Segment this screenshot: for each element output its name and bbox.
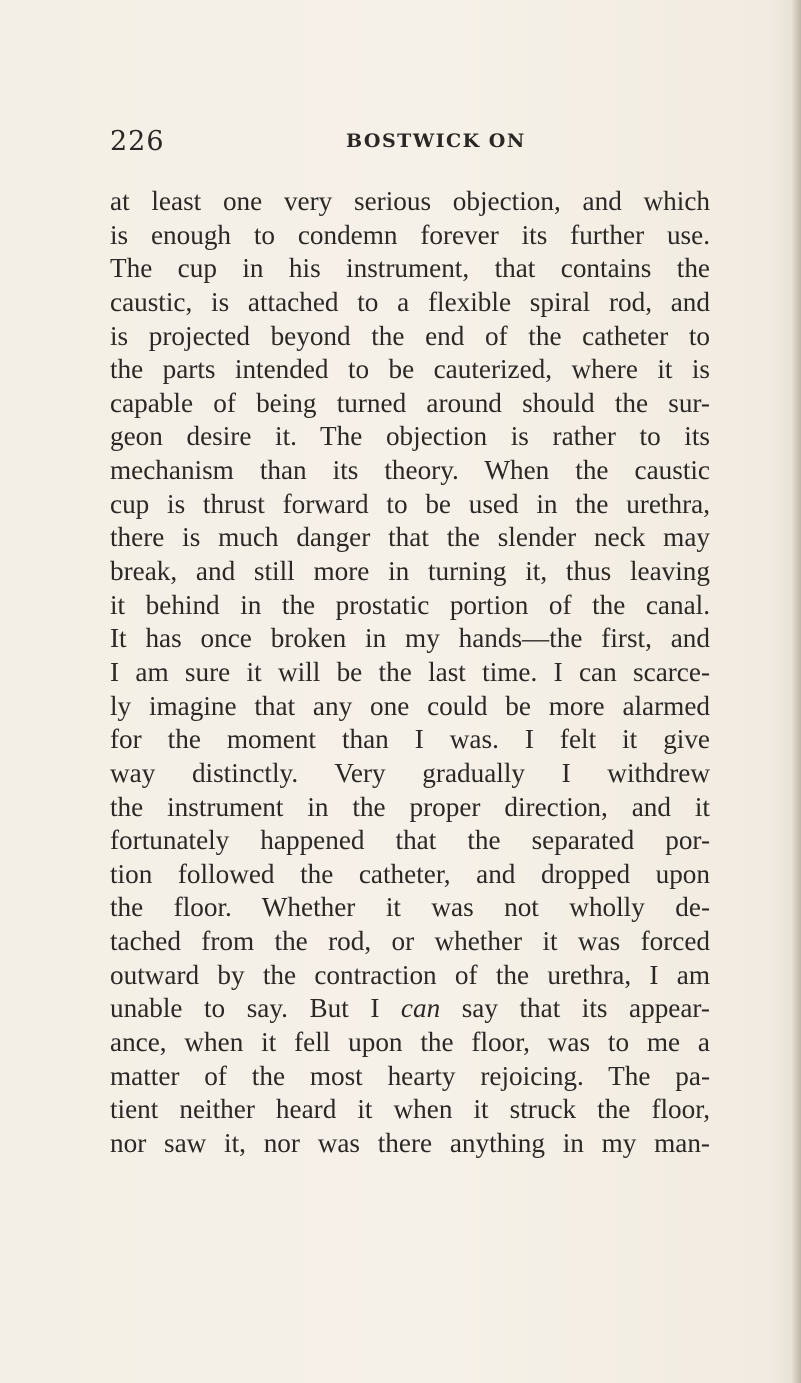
text-segment: say that its appear- xyxy=(440,993,710,1024)
text-line: The cup in his instrument, that contains the xyxy=(110,253,710,284)
italic-word: can xyxy=(400,993,441,1024)
text-line: at least one very serious objection, and which xyxy=(110,186,710,216)
text-line: It has once broken in my hands—the first, and xyxy=(110,623,710,654)
text-line: tached from the rod, or whether it was forced xyxy=(110,926,710,957)
text-segment: unable to say. But I xyxy=(110,993,401,1024)
running-head xyxy=(110,126,710,166)
text-line: is projected beyond the end of the catheter to xyxy=(110,320,710,351)
text-line: cup is thrust forward to be used in the urethra, xyxy=(110,488,710,519)
text-line: nor saw it, nor was there anything in my man- xyxy=(110,1127,710,1158)
text-line xyxy=(110,992,710,1026)
page-number: 226 xyxy=(110,126,165,157)
running-title: BOSTWICK ON xyxy=(346,130,526,152)
text-line: the floor. Whether it was not wholly de- xyxy=(110,892,710,923)
text-line: way distinctly. Very gradually I withdrew xyxy=(110,757,710,788)
text-line: fortunately happened that the separated por- xyxy=(110,825,710,856)
text-line: mechanism than its theory. When the caustic xyxy=(110,455,710,486)
text-line: there is much danger that the slender neck may xyxy=(110,522,710,553)
text-line: outward by the contraction of the urethra, I am xyxy=(110,959,710,990)
text-line: I am sure it will be the last time. I can scarce- xyxy=(110,656,710,687)
text-line: capable of being turned around should the sur- xyxy=(110,387,710,418)
text-line: the parts intended to be cauterized, where it is xyxy=(110,354,710,385)
page-edge-shadow xyxy=(791,0,801,1383)
body-text xyxy=(110,185,710,1161)
text-line: tion followed the catheter, and dropped upon xyxy=(110,858,710,889)
text-line: geon desire it. The objection is rather to its xyxy=(110,421,710,452)
text-line: is enough to condemn forever its further use. xyxy=(110,219,710,250)
text-line: break, and still more in turning it, thus leaving xyxy=(110,556,710,587)
text-line: ly imagine that any one could be more alarmed xyxy=(110,690,710,721)
text-line: it behind in the prostatic portion of the canal. xyxy=(110,589,710,620)
text-line: tient neither heard it when it struck the floor, xyxy=(110,1094,710,1125)
text-line: caustic, is attached to a flexible spiral rod, and xyxy=(110,286,710,317)
text-line: ance, when it fell upon the floor, was to me a xyxy=(110,1027,710,1058)
text-line: for the moment than I was. I felt it give xyxy=(110,724,710,755)
text-line: matter of the most hearty rejoicing. The pa- xyxy=(110,1060,710,1091)
text-line: the instrument in the proper direction, and it xyxy=(110,791,710,822)
